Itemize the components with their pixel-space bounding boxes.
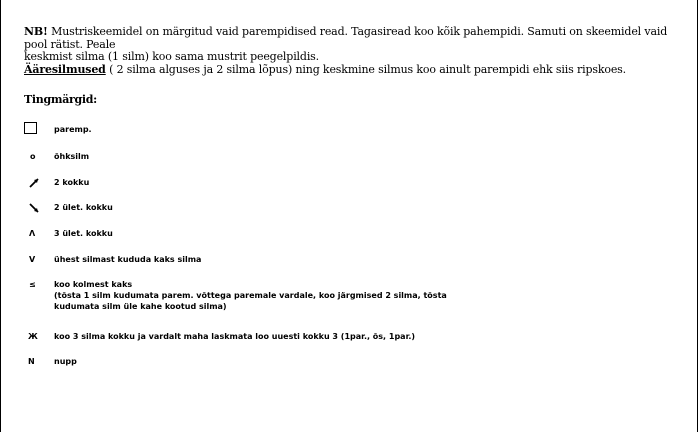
- legend-item-label: ühest silmast kududa kaks silma: [54, 255, 202, 264]
- legend-item-label: 2 ület. kokku: [54, 203, 113, 212]
- page-border-left: [0, 0, 1, 432]
- legend-item-label: koo 3 silma kokku ja vardalt maha laskmata loo uuesti kokku 3 (1par., õs, 1par.): [54, 332, 416, 341]
- legend-item-label-line3: kudumata silm üle kahe kootud silma): [54, 302, 227, 311]
- empty-box-icon: [24, 122, 44, 138]
- edge-text: ( 2 silma alguses ja 2 silma lõpus) ning keskmine silmus koo ainult parempidi ehk siis ripskoes.: [105, 62, 627, 76]
- edge-label: Ääresilmused: [24, 62, 106, 76]
- legend-item-label: nupp: [54, 357, 77, 366]
- intro-paragraph: [24, 26, 674, 76]
- intro-line-3: [24, 64, 674, 77]
- legend-item-label: paremp.: [54, 125, 92, 134]
- zhe-symbol: Ж: [28, 332, 38, 341]
- legend-item-label: 3 ület. kokku: [54, 229, 113, 238]
- nb-label: NB!: [24, 25, 48, 38]
- nb-text-2: keskmist silma (1 silm) koo sama mustrit peegelpildis.: [24, 50, 320, 63]
- slash-down-icon: [29, 203, 49, 213]
- n-symbol: N: [28, 357, 35, 366]
- intro-line-1: [24, 26, 674, 51]
- lambda-symbol: Λ: [29, 229, 36, 238]
- legend-item-label: 2 kokku: [54, 178, 90, 187]
- legend-item-label: õhksilm: [54, 152, 90, 161]
- slash-up-icon: [29, 178, 49, 188]
- legend-item-label-line2: (tõsta 1 silm kudumata parem. võttega paremale vardale, koo järgmised 2 silma, tõsta: [54, 291, 447, 300]
- o-symbol: o: [30, 152, 36, 161]
- v-symbol: V: [29, 255, 36, 264]
- page-border-right: [697, 0, 698, 432]
- legend-item-label: koo kolmest kaks: [54, 280, 133, 289]
- nb-text-1: Mustriskeemidel on märgitud vaid parempidised read. Tagasiread koo kõik pahempidi. Samuti on skeemidel vaid pool rätist. Peale: [24, 25, 668, 51]
- legend-title: Tingmärgid:: [24, 93, 97, 106]
- less-equal-symbol: ≤: [29, 280, 36, 289]
